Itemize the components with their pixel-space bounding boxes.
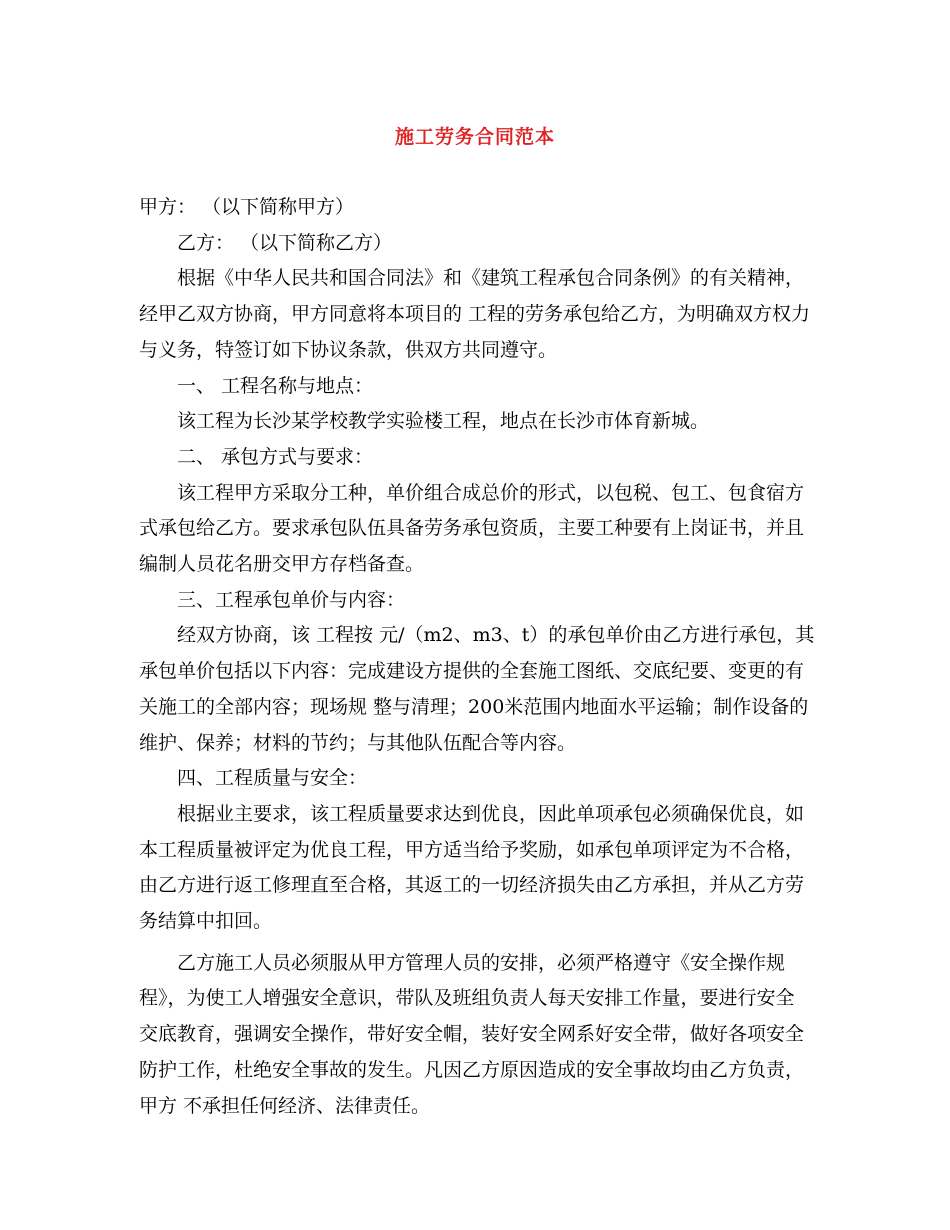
section-1-body: 该工程为长沙某学校教学实验楼工程，地点在长沙市体育新城。 <box>177 410 710 433</box>
section-4-heading: 四、工程质量与安全： <box>177 767 368 790</box>
section-2-body: 该工程甲方采取分工种，单价组合成总价的形式，以包税、包工、包食宿方式承包给乙方。要求承包队伍具备劳务承包资质，主要工种要有上岗证书，并且编制人员花名册交甲方存档备查。 <box>139 481 805 576</box>
party-b-line: 乙方： （以下简称乙方） <box>177 231 393 254</box>
section-4-body-quality: 根据业主要求，该工程质量要求达到优良，因此单项承包必须确保优良，如本工程质量被评定为优良工程，甲方适当给予奖励，如承包单项评定为不合格，由乙方进行返工修理直至合格，其返工的一切经济损失由乙方承担，并从乙方劳务结算中扣回。 <box>139 802 805 933</box>
section-4-body-safety: 乙方施工人员必须服从甲方管理人员的安排，必须严格遵守《安全操作规程》，为使工人增强安全意识，带队及班组负责人每天安排工作量，要进行安全 交底教育，强调安全操作，带好安全帽，装好安全网系好安全带，做好各项安全防护工作，杜绝安全事故的发生。凡因乙方原因造成的安全事故均由乙方负责，甲方 不承担任何经济、法律责任。 <box>139 951 805 1117</box>
document-body <box>139 190 815 1124</box>
section-1-heading: 一、 工程名称与地点： <box>177 374 374 397</box>
preamble-paragraph: 根据《中华人民共和国合同法》和《建筑工程承包合同条例》的有关精神，经甲乙双方协商，甲方同意将本项目的 工程的劳务承包给乙方，为明确双方权力与义务，特签订如下协议条款，供双方共同遵守。 <box>139 267 811 361</box>
section-3-heading: 三、工程承包单价与内容： <box>177 588 406 611</box>
party-a-line: 甲方： （以下简称甲方） <box>139 196 355 218</box>
section-2-heading: 二、 承包方式与要求： <box>177 445 374 468</box>
document-title: 施工劳务合同范本 <box>394 126 555 148</box>
section-3-body: 经双方协商，该 工程按 元/（m2、m3、t）的承包单价由乙方进行承包，其承包单价包括以下内容：完成建设方提供的全套施工图纸、交底纪要、变更的有关施工的全部内容；现场规 整与清理；200米范围内地面水平运输；制作设备的维护、保养；材料的节约；与其他队伍配合等内容。 <box>139 624 815 754</box>
